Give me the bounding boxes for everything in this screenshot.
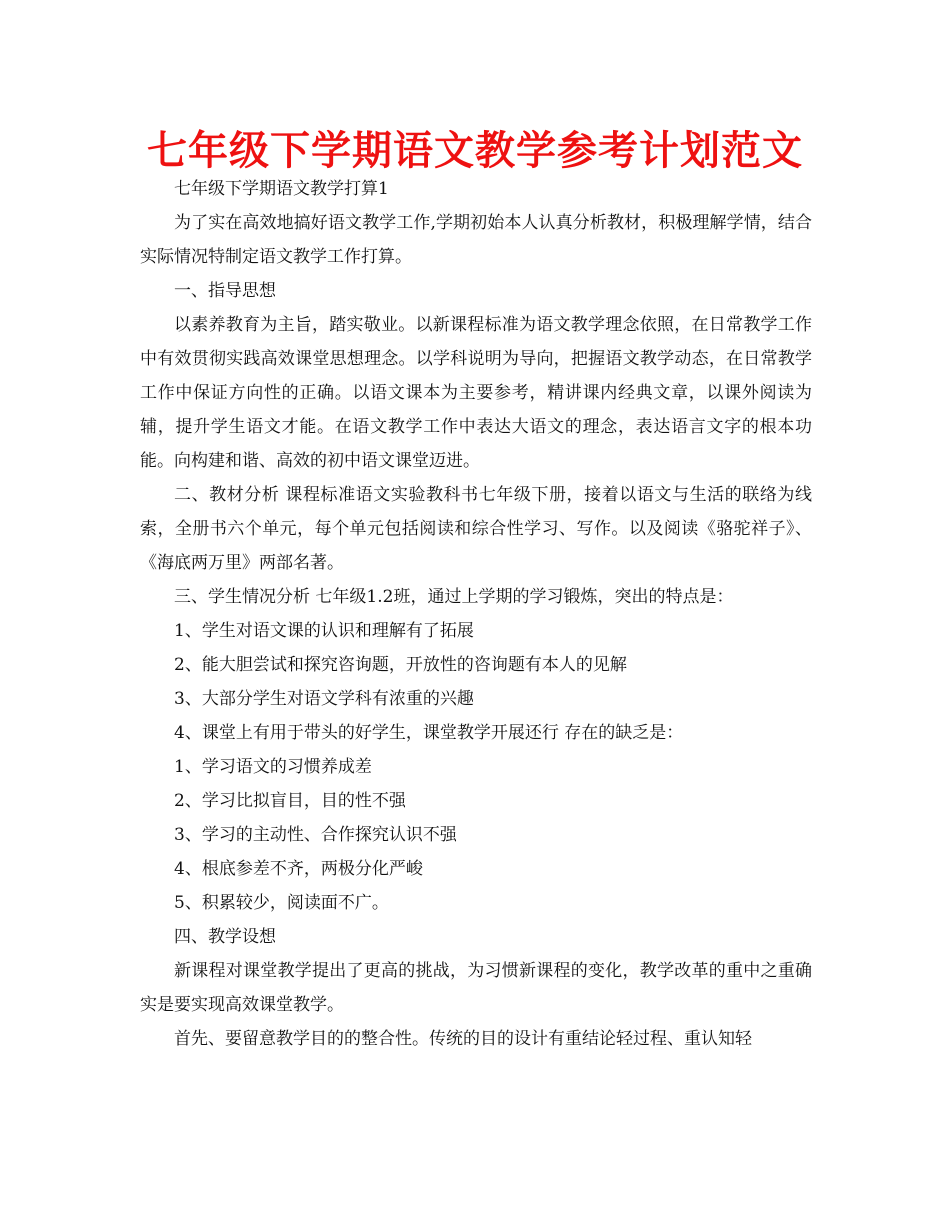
list-item: 4、根底参差不齐，两极分化严峻 [174,859,423,879]
section-heading: 四、教学设想 [174,927,276,947]
document-title: 七年级下学期语文教学参考计划范文 [147,128,803,174]
list-item: 3、学习的主动性、合作探究认识不强 [174,825,457,845]
list-item: 5、积累较少，阅读面不广。 [174,893,389,913]
section-heading: 一、指导思想 [174,281,276,301]
paragraph: 七年级下学期语文教学打算1 [174,179,389,199]
paragraph: 首先、要留意教学目的的整合性。传统的目的设计有重结论轻过程、重认知轻 [174,1029,752,1049]
paragraph: 以素养教育为主旨，踏实敬业。以新课程标准为语文教学理念依照，在日常教学工作中有效贯彻实践高效课堂思想理念。以学科说明为导向，把握语文教学动态，在日常教学工作中保证方向性的正确。以语文课本为主要参考，精讲课内经典文章，以课外阅读为辅，提升学生语文才能。在语文教学工作中表达大语文的理念，表达语言文字的根本功能。向构建和谐、高效的初中语文课堂迈进。 [140,315,812,471]
list-item: 3、大部分学生对语文学科有浓重的兴趣 [174,689,474,709]
paragraph: 三、学生情况分析 七年级1.2班，通过上学期的学习锻炼，突出的特点是： [174,587,734,607]
list-item: 1、学习语文的习惯养成差 [174,757,372,777]
list-item: 1、学生对语文课的认识和理解有了拓展 [174,621,474,641]
list-item: 2、学习比拟盲目，目的性不强 [174,791,406,811]
list-item: 4、课堂上有用于带头的好学生，课堂教学开展还行 存在的缺乏是： [174,723,684,743]
paragraph: 为了实在高效地搞好语文教学工作,学期初始本人认真分析教材，积极理解学情，结合实际情况特制定语文教学工作打算。 [140,213,812,267]
paragraph: 二、教材分析 课程标准语文实验教科书七年级下册，接着以语文与生活的联络为线索，全册书六个单元，每个单元包括阅读和综合性学习、写作。以及阅读《骆驼祥子》、《海底两万里》两部名著。 [140,485,812,573]
paragraph: 新课程对课堂教学提出了更高的挑战，为习惯新课程的变化，教学改革的重中之重确实是要实现高效课堂教学。 [140,961,812,1015]
document-body [140,172,812,1056]
list-item: 2、能大胆尝试和探究咨询题，开放性的咨询题有本人的见解 [174,655,627,675]
